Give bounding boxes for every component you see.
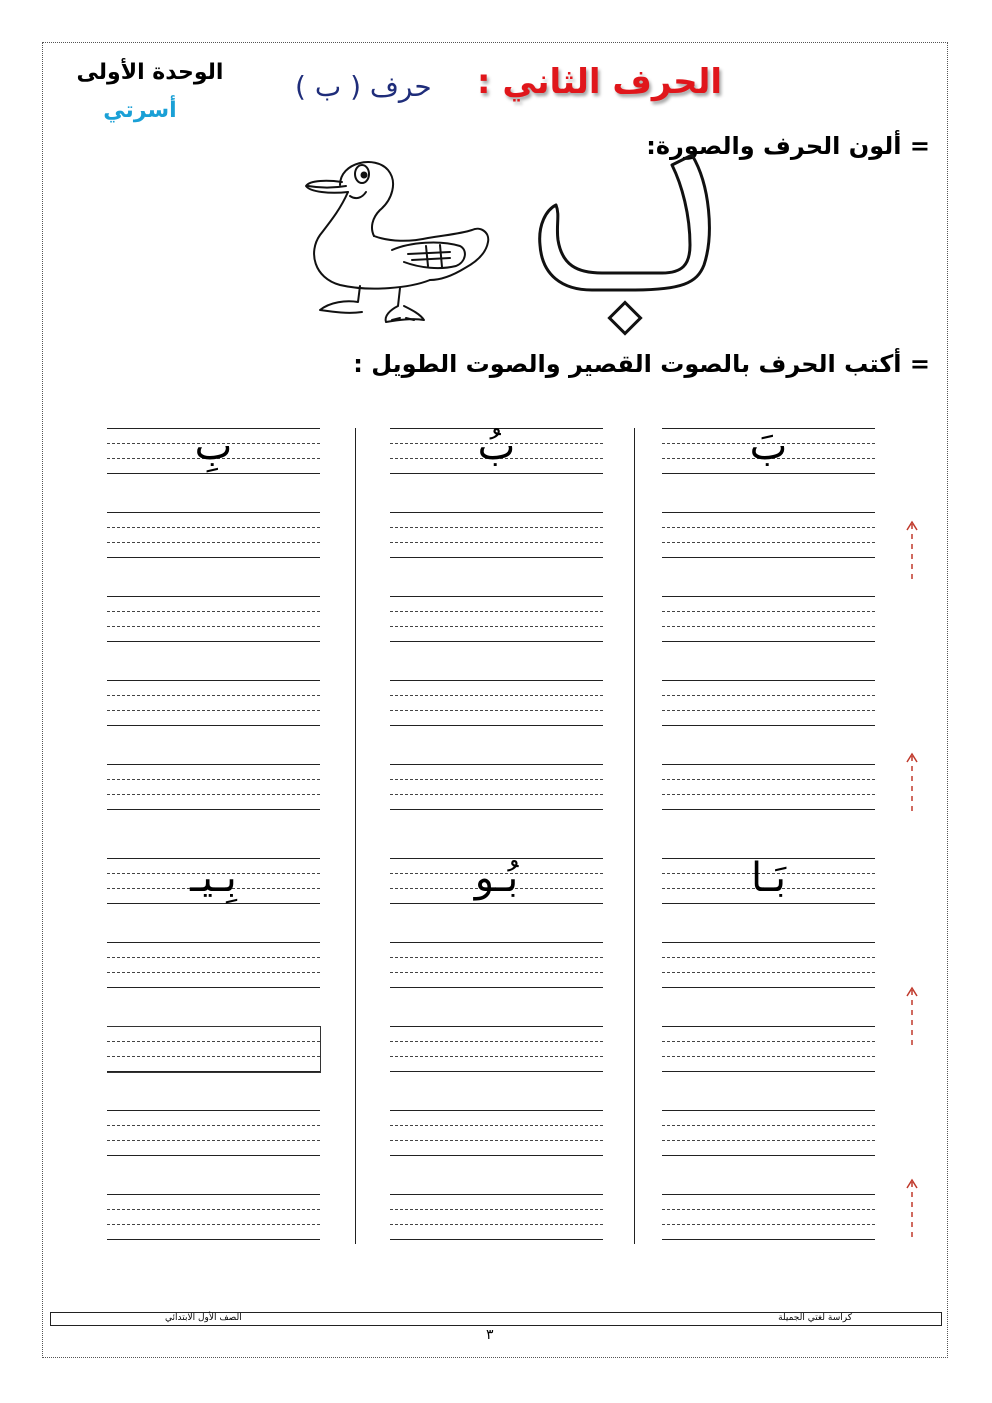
writing-lines[interactable] xyxy=(390,1194,603,1238)
writing-lines[interactable] xyxy=(107,596,320,640)
footer-book-title: كراسة لغتي الجميلة xyxy=(778,1313,852,1323)
writing-box xyxy=(107,1026,321,1073)
footer-grade: الصف الأول الابتدائي xyxy=(165,1313,242,1323)
page-number: ٣ xyxy=(486,1327,494,1343)
short-vowel-model: بُ xyxy=(477,423,516,469)
writing-direction-arrow-icon xyxy=(905,1178,919,1244)
lesson-title: الحرف الثاني : xyxy=(476,62,722,102)
writing-lines[interactable] xyxy=(390,1110,603,1154)
writing-direction-arrow-icon xyxy=(905,986,919,1052)
writing-lines[interactable] xyxy=(107,764,320,808)
writing-lines[interactable] xyxy=(107,512,320,556)
instruction-write: = أكتب الحرف بالصوت القصير والصوت الطويل : xyxy=(353,350,930,378)
lesson-subtitle: حرف ( ب ) xyxy=(295,70,432,103)
writing-lines[interactable] xyxy=(390,764,603,808)
unit-label: الوحدة الأولى xyxy=(76,60,224,85)
writing-lines[interactable] xyxy=(662,512,875,556)
writing-direction-arrow-icon xyxy=(905,520,919,586)
long-vowel-model: بَـا xyxy=(750,855,787,901)
duck-illustration[interactable] xyxy=(300,150,505,330)
writing-lines[interactable] xyxy=(107,680,320,724)
writing-lines[interactable] xyxy=(662,596,875,640)
writing-lines[interactable] xyxy=(662,942,875,986)
column-divider xyxy=(634,428,635,1244)
short-vowel-model: بِ xyxy=(194,423,233,469)
writing-lines[interactable] xyxy=(107,1194,320,1238)
writing-lines[interactable] xyxy=(390,1026,603,1070)
writing-lines[interactable] xyxy=(662,1026,875,1070)
column-divider xyxy=(355,428,356,1244)
writing-lines[interactable] xyxy=(390,596,603,640)
writing-lines[interactable] xyxy=(662,1194,875,1238)
unit-name: أسرتي xyxy=(103,98,177,123)
long-vowel-model: بِـيـ xyxy=(190,855,237,901)
writing-lines[interactable] xyxy=(390,680,603,724)
writing-lines[interactable] xyxy=(662,764,875,808)
big-letter-outline[interactable] xyxy=(532,125,722,345)
writing-lines[interactable] xyxy=(662,680,875,724)
long-vowel-model: بُـو xyxy=(474,855,519,901)
writing-lines[interactable] xyxy=(662,1110,875,1154)
writing-lines[interactable] xyxy=(107,942,320,986)
writing-lines[interactable] xyxy=(390,512,603,556)
writing-direction-arrow-icon xyxy=(905,752,919,818)
writing-lines[interactable] xyxy=(107,1110,320,1154)
instruction-color: = ألون الحرف والصورة: xyxy=(646,132,930,160)
short-vowel-model: بَ xyxy=(749,423,788,469)
writing-lines[interactable] xyxy=(390,942,603,986)
